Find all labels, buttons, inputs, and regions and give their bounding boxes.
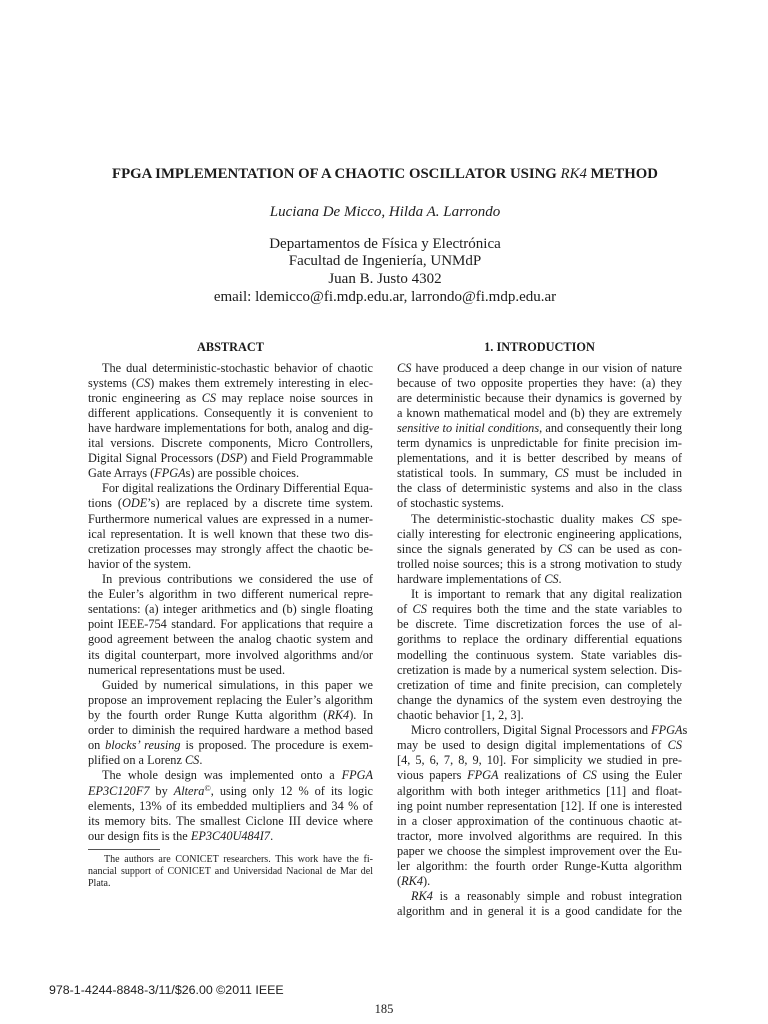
abstract-line bbox=[88, 587, 373, 602]
text-span: must be included in bbox=[568, 466, 682, 481]
introduction-line bbox=[397, 587, 682, 602]
introduction-line bbox=[397, 391, 682, 406]
text-span: change the dynamics of the system even destroying the bbox=[397, 692, 682, 707]
text-span: cially interesting for electronic engineering applications, bbox=[397, 526, 682, 541]
text-span: of bbox=[397, 602, 413, 617]
text-span: cretization of time and finite precision, can completely bbox=[397, 677, 682, 692]
text-span: is proposed. The procedure is exem- bbox=[180, 738, 374, 753]
text-span: s) are possible choices. bbox=[185, 466, 300, 481]
text-span: algorithm with both integer arithmetics [11] and float- bbox=[397, 783, 682, 798]
abstract-paragraph bbox=[88, 768, 373, 844]
text-span: algorithm and in general it is a good candidate for the bbox=[397, 904, 682, 919]
text-span: tractor, more involved algorithms are required. In this bbox=[397, 828, 682, 843]
text-span: FPGA IMPLEMENTATION OF A CHAOTIC OSCILLATOR USING bbox=[112, 166, 561, 182]
text-span: using the Euler bbox=[596, 768, 682, 783]
italic-term: Altera bbox=[173, 783, 205, 798]
italic-term: blocks’ reusing bbox=[105, 738, 181, 753]
text-span: The dual deterministic-stochastic behavior of chaotic bbox=[102, 360, 373, 375]
abstract-line bbox=[88, 753, 373, 768]
abstract-paragraph bbox=[88, 572, 373, 678]
italic-term: RK4 bbox=[327, 708, 350, 723]
introduction-line bbox=[397, 421, 682, 436]
abstract-line bbox=[88, 557, 373, 572]
text-span: ’s) are replaced by a discrete time system. bbox=[147, 496, 374, 511]
text-span: gorithms to replace the ordinary differential equations bbox=[397, 632, 682, 647]
italic-term: RK4 bbox=[411, 889, 433, 904]
text-span: are deterministic because their dynamics is governed by bbox=[397, 390, 682, 405]
abstract-line bbox=[88, 436, 373, 451]
introduction-line bbox=[397, 753, 682, 768]
abstract-line bbox=[88, 406, 373, 421]
paper-title bbox=[88, 166, 682, 183]
affiliation-block bbox=[88, 236, 682, 307]
abstract-line bbox=[88, 723, 373, 738]
abstract-line bbox=[88, 512, 373, 527]
introduction-paragraph bbox=[397, 587, 682, 723]
introduction-line bbox=[397, 829, 682, 844]
introduction-line bbox=[397, 738, 682, 753]
text-span: Micro controllers, Digital Signal Processors and bbox=[411, 723, 652, 738]
introduction-line bbox=[397, 572, 682, 587]
text-span: . bbox=[270, 828, 274, 843]
text-span: ). bbox=[422, 874, 431, 889]
text-span: numerical representations must be used. bbox=[88, 662, 286, 677]
text-span: The deterministic-stochastic duality makes bbox=[411, 511, 641, 526]
footnote-rule bbox=[88, 849, 160, 850]
text-span: our design fits is the bbox=[88, 828, 191, 843]
text-span: , and consequently their long bbox=[539, 420, 682, 435]
italic-term: EP3C120F7 bbox=[88, 783, 150, 798]
text-span: . bbox=[199, 753, 203, 768]
text-span: because of two opposite properties they have: (a) they bbox=[397, 375, 682, 390]
introduction-line bbox=[397, 557, 682, 572]
abstract-paragraph bbox=[88, 678, 373, 769]
text-span: Furthermore numerical values are expressed in a numer- bbox=[88, 511, 373, 526]
text-span: its digital counterpart, more involved algorithms and/or bbox=[88, 647, 373, 662]
abstract-line bbox=[88, 829, 373, 844]
text-span: METHOD bbox=[586, 166, 658, 182]
abstract-line bbox=[88, 421, 373, 436]
text-span: . bbox=[558, 572, 562, 587]
footnote-line: Plata. bbox=[88, 877, 111, 889]
affiliation-faculty: Facultad de Ingeniería, UNMdP bbox=[288, 253, 482, 270]
text-span: is a reasonably simple and robust integration bbox=[432, 889, 682, 904]
introduction-line bbox=[397, 617, 682, 632]
italic-term: CS bbox=[135, 375, 151, 390]
abstract-line bbox=[88, 678, 373, 693]
abstract-paragraph bbox=[88, 361, 373, 482]
italic-term: CS bbox=[640, 511, 655, 526]
introduction-paragraph bbox=[397, 361, 682, 512]
italic-term: ODE bbox=[121, 496, 148, 511]
text-span: In previous contributions we considered the use of bbox=[102, 572, 373, 587]
introduction-line bbox=[397, 648, 682, 663]
text-span: , using only 12 % of its logic bbox=[210, 783, 374, 798]
text-span: of stochastic systems. bbox=[397, 496, 504, 511]
abstract-line bbox=[88, 451, 373, 466]
italic-term: EP3C40U484I7 bbox=[190, 828, 271, 843]
text-span: by the fourth order Runge Kutta algorithm ( bbox=[88, 708, 328, 723]
introduction-line bbox=[397, 889, 682, 904]
abstract-line bbox=[88, 799, 373, 814]
text-span: Guided by numerical simulations, in this paper we bbox=[102, 677, 373, 692]
italic-term: RK4 bbox=[560, 166, 587, 182]
introduction-line bbox=[397, 406, 682, 421]
abstract-line bbox=[88, 481, 373, 496]
text-span: ing point number representation [12]. If one is interested bbox=[397, 798, 682, 813]
text-span: a known mathematical model and (b) they are extremely bbox=[397, 405, 682, 420]
introduction-body bbox=[397, 360, 688, 920]
footnote-line: The authors are CONICET researchers. This work have the fi- bbox=[104, 854, 373, 865]
text-span: sentations: (a) integer arithmetics and (b) single floating bbox=[88, 602, 373, 617]
abstract-line bbox=[88, 466, 373, 481]
introduction-line bbox=[397, 784, 682, 799]
italic-term: CS bbox=[582, 768, 597, 783]
abstract-line bbox=[88, 784, 373, 799]
italic-term: CS bbox=[397, 360, 412, 375]
introduction-line bbox=[397, 361, 682, 376]
authors: Luciana De Micco, Hilda A. Larrondo bbox=[269, 204, 501, 220]
introduction-line bbox=[397, 542, 682, 557]
text-span: hardware implementations of bbox=[397, 572, 545, 587]
text-span: ler algorithm: the fourth order Runge-Kutta algorithm bbox=[397, 859, 682, 874]
text-span: For digital realizations the Ordinary Differential Equa- bbox=[102, 481, 373, 496]
superscript-symbol: © bbox=[204, 783, 211, 793]
abstract-line bbox=[88, 708, 373, 723]
abstract-line bbox=[88, 602, 373, 617]
text-span: have hardware implementations for both, analog and dig- bbox=[88, 420, 373, 435]
italic-term: CS bbox=[412, 602, 427, 617]
text-span: order to diminish the required hardware a method based bbox=[88, 723, 373, 738]
text-span: plified on a Lorenz bbox=[88, 753, 185, 768]
page-number: 185 bbox=[374, 1002, 394, 1016]
affiliation-department: Departamentos de Física y Electrónica bbox=[269, 235, 501, 252]
abstract-line bbox=[88, 391, 373, 406]
introduction-line bbox=[397, 723, 688, 738]
text-span: paper we choose the simplest improvement over the Eu- bbox=[397, 844, 682, 858]
text-span: havior of the system. bbox=[88, 556, 192, 571]
introduction-line bbox=[397, 859, 682, 874]
text-span: cretization processes may strongly affect the chaotic be- bbox=[88, 541, 373, 556]
introduction-line bbox=[397, 466, 682, 481]
italic-term: RK4 bbox=[401, 874, 423, 889]
introduction-line bbox=[397, 602, 682, 617]
abstract-line bbox=[88, 738, 373, 753]
abstract-line bbox=[88, 632, 373, 647]
footnote-line: nancial support of CONICET and Universidad Nacional de Mar del bbox=[88, 865, 373, 877]
footnote bbox=[88, 854, 373, 889]
abstract-line bbox=[88, 814, 373, 829]
abstract-heading: ABSTRACT bbox=[197, 340, 264, 354]
text-span: statistical tools. In summary, bbox=[397, 466, 555, 481]
abstract-body bbox=[88, 361, 373, 845]
abstract-line bbox=[88, 496, 373, 511]
text-span: on bbox=[88, 738, 106, 753]
italic-term: FPGA bbox=[651, 723, 683, 738]
introduction-line bbox=[397, 814, 682, 829]
introduction-line bbox=[397, 436, 682, 451]
text-span: have produced a deep change in our vision of nature bbox=[411, 360, 682, 375]
text-span: spe- bbox=[654, 511, 682, 526]
introduction-line bbox=[397, 678, 682, 693]
text-span: It is important to remark that any digital realization bbox=[411, 587, 682, 602]
text-span: ical representation. It is well known that these two dis- bbox=[88, 526, 373, 541]
italic-term: FPGA bbox=[341, 768, 373, 783]
text-span: Gate Arrays ( bbox=[88, 466, 155, 481]
introduction-paragraph bbox=[397, 512, 682, 588]
text-span: tions ( bbox=[88, 496, 122, 511]
introduction-line bbox=[397, 527, 682, 542]
abstract-line bbox=[88, 648, 373, 663]
abstract-line bbox=[88, 693, 373, 708]
text-span: different applications. Consequently it is convenient to bbox=[88, 405, 373, 420]
introduction-line bbox=[397, 844, 682, 859]
text-span: propose an improvement replacing the Euler’s algorithm bbox=[88, 692, 373, 707]
introduction-line bbox=[397, 768, 682, 783]
text-span: the Euler’s algorithm in two different numerical repre- bbox=[88, 587, 373, 602]
introduction-paragraph bbox=[397, 723, 688, 889]
affiliation-email: email: ldemicco@fi.mdp.edu.ar, larrondo@fi.mdp.edu.ar bbox=[213, 288, 557, 305]
text-span: trolled noise sources; this is a strong motivation to study bbox=[397, 556, 682, 571]
text-span: elements, 13% of its embedded multipliers and 34 % of bbox=[88, 798, 373, 813]
text-span: the class of deterministic systems and also in the class bbox=[397, 481, 682, 496]
italic-term: DSP bbox=[220, 451, 244, 466]
italic-term: CS bbox=[544, 572, 559, 587]
abstract-line bbox=[88, 617, 373, 632]
text-span: good agreement between the analog chaotic system and bbox=[88, 632, 373, 647]
italic-term: FPGA bbox=[154, 466, 186, 481]
italic-term: sensitive to initial conditions bbox=[397, 420, 540, 435]
text-span: can be used as con- bbox=[572, 541, 682, 556]
abstract-line bbox=[88, 663, 373, 678]
introduction-paragraph bbox=[397, 889, 682, 919]
italic-term: CS bbox=[667, 738, 682, 753]
abstract-line bbox=[88, 542, 373, 557]
introduction-line bbox=[397, 708, 682, 723]
text-span: by bbox=[149, 783, 174, 798]
text-span: in a closer approximation of the continuous chaotic at- bbox=[397, 813, 682, 828]
introduction-line bbox=[397, 799, 682, 814]
text-span: may replace noise sources in bbox=[216, 390, 373, 405]
abstract-line bbox=[88, 572, 373, 587]
italic-term: CS bbox=[554, 466, 569, 481]
text-span: s bbox=[682, 723, 688, 738]
abstract-line bbox=[88, 361, 373, 376]
italic-term: CS bbox=[184, 753, 200, 768]
introduction-line bbox=[397, 512, 682, 527]
text-span: chaotic behavior [1, 2, 3]. bbox=[397, 708, 524, 723]
introduction-line bbox=[397, 376, 682, 391]
text-span: Digital Signal Processors ( bbox=[88, 451, 221, 466]
text-span: term dynamics is unpredictable for finite precision im- bbox=[397, 436, 682, 451]
text-span: tronic engineering as bbox=[88, 390, 202, 405]
abstract-paragraph bbox=[88, 481, 373, 572]
introduction-heading: 1. INTRODUCTION bbox=[484, 340, 595, 354]
affiliation-address: Juan B. Justo 4302 bbox=[328, 270, 442, 287]
introduction-line bbox=[397, 481, 682, 496]
text-span: ) makes them extremely interesting in elec- bbox=[150, 375, 373, 390]
text-span: [4, 5, 6, 7, 8, 9, 10]. For simplicity we studied in pre- bbox=[397, 753, 682, 768]
copyright-notice: 978-1-4244-8848-3/11/$26.00 ©2011 IEEE bbox=[49, 983, 284, 997]
abstract-line bbox=[88, 376, 373, 391]
italic-term: CS bbox=[557, 541, 573, 556]
text-span: plementations, and it is better described by means of bbox=[397, 451, 682, 466]
introduction-line bbox=[397, 693, 682, 708]
text-span: cretization is made by a numerical system selection. Dis- bbox=[397, 662, 682, 677]
introduction-line bbox=[397, 874, 682, 889]
text-span: systems ( bbox=[88, 375, 136, 390]
text-span: ( bbox=[397, 874, 402, 889]
text-span: realizations of bbox=[498, 768, 583, 783]
text-span: ital versions. Discrete components, Micro Controllers, bbox=[88, 436, 373, 451]
introduction-line bbox=[397, 904, 682, 919]
text-span: The whole design was implemented onto a bbox=[102, 768, 342, 783]
introduction-line bbox=[397, 663, 682, 678]
text-span: be discrete. Time discretization forces the use of al- bbox=[397, 617, 682, 632]
text-span: ) and Field Programmable bbox=[243, 451, 374, 466]
introduction-line bbox=[397, 632, 682, 647]
introduction-line bbox=[397, 496, 682, 511]
italic-term: CS bbox=[201, 390, 217, 405]
text-span: requires both the time and the state variables to bbox=[426, 602, 682, 617]
introduction-line bbox=[397, 451, 682, 466]
text-span: since the signals generated by bbox=[397, 541, 558, 556]
text-span: may be used to design digital implementations of bbox=[397, 738, 668, 753]
abstract-line bbox=[88, 768, 373, 783]
text-span: modelling the continuous system. State variables dis- bbox=[397, 647, 682, 662]
text-span: ). In bbox=[349, 708, 373, 723]
text-span: vious papers bbox=[397, 768, 468, 783]
italic-term: FPGA bbox=[467, 768, 499, 783]
abstract-line bbox=[88, 527, 373, 542]
text-span: point IEEE-754 standard. For applications that require a bbox=[88, 617, 373, 632]
text-span: its memory bits. The smallest Ciclone III device where bbox=[88, 813, 373, 828]
